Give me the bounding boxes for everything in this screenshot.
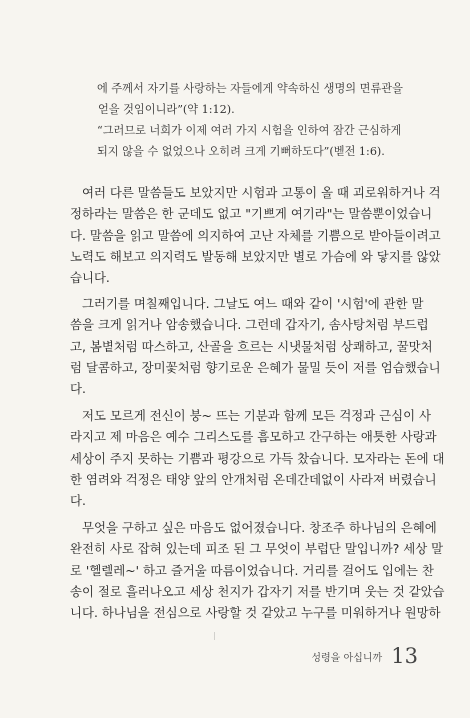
quote-line: 얻을 것임이니라”(약 1:12). xyxy=(98,103,235,116)
paragraph-line: 여러 다른 말씀들도 보았지만 시험과 고통이 올 때 괴로워하거나 걱 xyxy=(82,185,441,200)
quote-line: 에 주께서 자기를 사랑하는 자들에게 약속하신 생명의 면류관을 xyxy=(97,82,403,95)
paragraph-line: 저도 모르게 전신이 붕~ 뜨는 기분과 함께 모든 걱정과 근심이 사 xyxy=(82,408,432,423)
paragraph-1 xyxy=(70,182,441,288)
paragraph-line: 정하라는 말씀은 한 군데도 없고 "기쁘게 여기라"는 말씀뿐이었습니 xyxy=(70,206,433,222)
paragraph-line: 완전히 사로 잡혀 있는데 피조 된 그 무엇이 부럽단 말입니까? 세상 말 xyxy=(70,541,444,557)
paragraph-line: 세상이 주지 못하는 기쁨과 평강으로 가득 찼습니다. 모자라는 돈에 대 xyxy=(70,450,445,466)
paragraph-line: 그러기를 며칠째입니다. 그날도 여느 때와 같이 '시험'에 관한 말 xyxy=(82,296,424,311)
page-divider-mark: | xyxy=(214,631,216,640)
paragraph-line: 습니다. xyxy=(70,270,110,286)
paragraph-line: 다. xyxy=(70,493,86,509)
paragraph-line: 노력도 해보고 의지력도 발동해 보았지만 별로 가슴에 와 닿지를 않았 xyxy=(70,248,441,264)
scripture-quote-block xyxy=(97,78,437,162)
page-footer xyxy=(311,644,418,668)
paragraph-line: 무엇을 구하고 싶은 마음도 없어졌습니다. 창조주 하나님의 은혜에 xyxy=(82,520,437,535)
paragraph-line: 로 '헬렐레~' 하고 즐거울 따름이었습니다. 거리를 걸어도 입에는 찬 xyxy=(70,562,434,578)
paragraph-line: 라지고 제 마음은 예수 그리스도를 흠모하고 간구하는 애틋한 사랑과 xyxy=(70,429,437,445)
paragraph-line: 고, 봄볕처럼 따스하고, 산골을 흐르는 시냇물처럼 상쾌하고, 꿀맛처 xyxy=(70,338,433,354)
paragraph-line: 니다. 하나님을 전심으로 사랑할 것 같았고 누구를 미워하거나 원망하 xyxy=(70,605,441,621)
paragraph-line: 씀을 크게 읽거나 암송했습니다. 그런데 갑자기, 솜사탕처럼 부드럽 xyxy=(70,317,429,333)
quote-line: 되지 않을 수 없었으나 오히려 크게 기뻐하도다”(벧전 1:6). xyxy=(97,145,385,158)
paragraph-line: 럼 달콤하고, 장미꽃처럼 향기로운 은혜가 물밀 듯이 저를 엄습했습니 xyxy=(70,359,441,375)
paragraph-line: 한 염려와 걱정은 태양 앞의 안개처럼 온데간데없이 사라져 버렸습니 xyxy=(70,471,437,487)
paragraph-4 xyxy=(70,517,445,623)
paragraph-2 xyxy=(70,293,441,399)
paragraph-3 xyxy=(70,405,445,511)
paragraph-line: 다. xyxy=(70,381,86,397)
running-title: 성령을 아십니까 xyxy=(311,652,383,664)
paragraph-line: 다. 말씀을 읽고 말씀에 의지하여 고난 자체를 기쁨으로 받아들이려고 xyxy=(70,227,441,243)
paragraph-line: 송이 절로 흘러나오고 세상 천지가 갑자기 저를 반기며 웃는 것 같았습 xyxy=(70,583,445,599)
quote-line: “그러므로 너희가 이제 여러 가지 시험을 인하여 잠간 근심하게 xyxy=(97,124,402,137)
page-number: 13 xyxy=(391,644,418,668)
